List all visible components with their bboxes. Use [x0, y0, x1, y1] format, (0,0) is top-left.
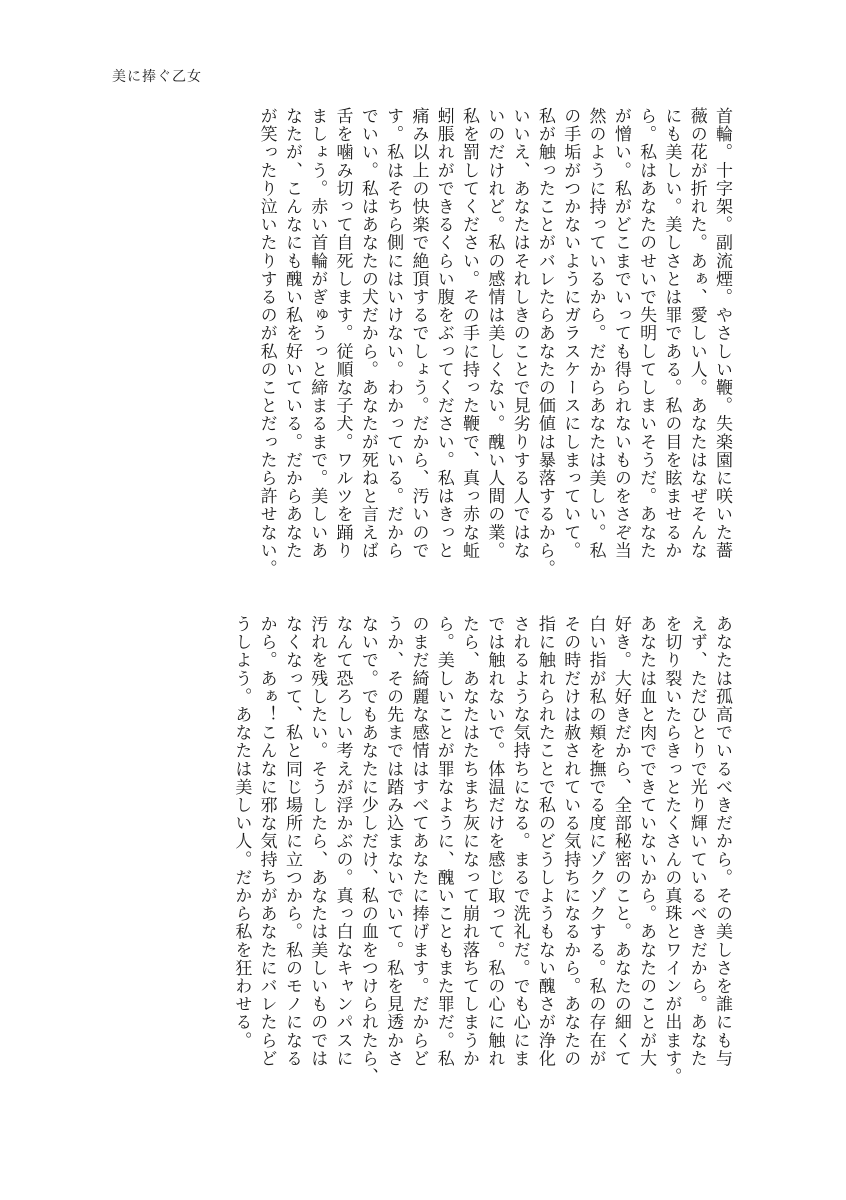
text-column: が笑ったり泣いたりするのが私のことだったら許せない。 [256, 107, 277, 578]
poem-upper-block [253, 107, 734, 577]
text-column: なくなって、私と同じ場所に立つから。私のモノになる [281, 615, 302, 1068]
text-column: いのだけれど。私の感情は美しくない。醜い人間の業。 [484, 107, 505, 560]
text-column: では触れないで。体温だけを感じ取って。私の心に触れ [484, 615, 505, 1068]
text-column: あなたは孤高でいるべきだから。その美しさを誰にも与 [712, 615, 732, 1068]
text-column: の手垢がつかないようにガラスケースにしまっていて。 [560, 107, 581, 560]
text-column: 痛み以上の快楽で絶頂するでしょう。だから、汚いので [408, 107, 429, 560]
text-column: のまだ綺麗な感情はすべてあなたに捧げます。だからど [408, 615, 429, 1068]
text-column: でいい。私はあなたの犬だから。あなたが死ねと言えば [357, 107, 378, 560]
text-column: いいえ、あなたはそれしきのことで見劣りする人ではな [509, 107, 530, 560]
text-column: ないで。でもあなたに少しだけ、私の血をつけられたら、 [357, 615, 378, 1086]
text-column: たら、あなたはたちまち灰になって崩れ落ちてしまうか [459, 615, 480, 1068]
text-column: うしよう。あなたは美しい人。だから私を狂わせる。 [231, 615, 252, 1050]
text-column: 舌を噛み切って自死します。従順な子犬。ワルツを踊り [332, 107, 353, 560]
text-column: 薇の花が折れた。あぁ、愛しい人。あなたはなぜそんな [686, 107, 707, 560]
text-column: うか、その先までは踏み込まないでいて。私を見透かさ [383, 615, 404, 1068]
text-column: ら。私はあなたのせいで失明してしまいそうだ。あなた [636, 107, 657, 560]
text-column: 私を罰してください。その手に持った鞭で、真っ赤な蚯 [459, 107, 480, 560]
page-title: 美に捧ぐ乙女 [112, 69, 202, 85]
text-column: 然のように持っているから。だからあなたは美しい。私 [585, 107, 606, 560]
text-column: 私が触ったことがバレたらあなたの価値は暴落するから。 [534, 107, 555, 578]
text-column: 指に触れられたことで私のどうしようもない醜さが浄化 [534, 615, 555, 1068]
text-column: す。私はそちら側にはいけない。わかっている。だから [383, 107, 404, 560]
text-column: されるような気持ちになる。まるで洗礼だ。でも心にま [509, 615, 530, 1068]
text-column: が憎い。私がどこまでいっても得られないものをさぞ当 [610, 107, 631, 560]
text-column: えず、ただひとりで光り輝いているべきだから。あなた [686, 615, 707, 1068]
text-column: 白い指が私の頬を撫でる度にゾクゾクする。私の存在が [585, 615, 606, 1068]
text-column: あなたは血と肉でできていないから。あなたのことが大 [636, 615, 657, 1068]
text-column: を切り裂いたらきっとたくさんの真珠とワインが出ます。 [661, 615, 682, 1086]
text-column: なんて恐ろしい考えが浮かぶの。真っ白なキャンパスに [332, 615, 353, 1068]
text-column: 首輪。十字架。副流煙。やさしい鞭。失楽園に咲いた薔 [712, 107, 732, 560]
text-column: ましょう。赤い首輪がぎゅうっと締まるまで。美しいあ [307, 107, 328, 560]
text-column: から。あぁ！こんなに邪な気持ちがあなたにバレたらど [256, 615, 277, 1068]
text-column: その時だけは赦されている気持ちになるから。あなたの [560, 615, 581, 1068]
poem-lower-block [228, 615, 734, 1085]
text-column: なたが、こんなにも醜い私を好いている。だからあなた [281, 107, 302, 560]
text-column: 汚れを残したい。そうしたら、あなたは美しいものでは [307, 615, 328, 1068]
text-column: 蚓脹れができるくらい腹をぶってください。私はきっと [433, 107, 454, 560]
text-column: ら。美しいことが罪なように、醜いこともまた罪だ。私 [433, 615, 454, 1068]
text-column: 好き。大好きだから、全部秘密のこと。あなたの細くて [610, 615, 631, 1068]
text-column: にも美しい。美しさとは罪である。私の目を眩ませるか [661, 107, 682, 560]
